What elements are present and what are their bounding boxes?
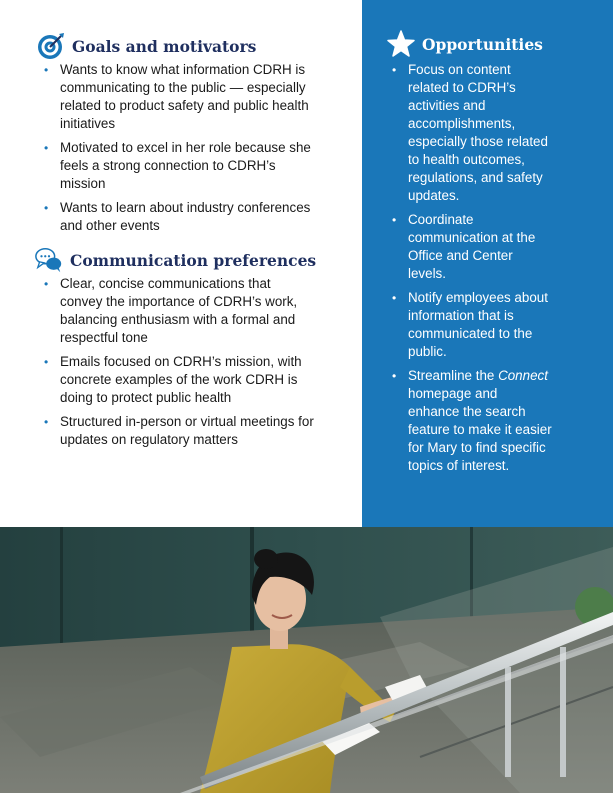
left-column [0, 0, 362, 527]
list-item: • Wants to know what information CDRH is communicating to the public — especially related to product safety and public health initiatives [44, 61, 312, 133]
opportunities-heading [386, 29, 543, 59]
list-item: • Clear, concise communications that convey the importance of CDRH’s work, balancing enthusiasm with a formal and respectful tone [44, 275, 316, 347]
communication-title: Communication preferences [70, 250, 317, 270]
opportunities-list [392, 61, 552, 481]
list-item: • Focus on content related to CDRH’s activities and accomplishments, especially those related to health outcomes, regulations, and safety updates. [392, 61, 552, 205]
goals-heading [36, 31, 256, 61]
list-item: • Structured in-person or virtual meetings for updates on regulatory matters [44, 413, 316, 449]
list-item: • Wants to learn about industry conferences and other events [44, 199, 312, 235]
opportunities-panel [362, 0, 613, 527]
connect-emphasis: Connect [498, 368, 548, 383]
item-text: homepage and enhance the search feature to make it easier for Mary to find specific topics of interest. [408, 386, 552, 473]
list-item: • Notify employees about information that is communicated to the public. [392, 289, 552, 361]
goals-list [44, 61, 312, 241]
communication-heading [34, 245, 316, 275]
communication-list [44, 275, 316, 455]
list-item: • Emails focused on CDRH’s mission, with concrete examples of the work CDRH is doing to protect public health [44, 353, 316, 407]
photo-illustration [0, 527, 613, 793]
list-item: • Motivated to excel in her role because she feels a strong connection to CDRH’s mission [44, 139, 312, 193]
star-icon [386, 29, 416, 59]
target-icon [36, 31, 66, 61]
list-item: • Coordinate communication at the Office and Center levels. [392, 211, 552, 283]
speech-bubbles-icon [34, 245, 64, 275]
woman-reading-papers-photo [0, 527, 613, 793]
list-item [392, 367, 552, 475]
opportunities-title: Opportunities [422, 34, 543, 54]
item-text: Streamline the [408, 368, 499, 383]
goals-title: Goals and motivators [72, 36, 257, 56]
